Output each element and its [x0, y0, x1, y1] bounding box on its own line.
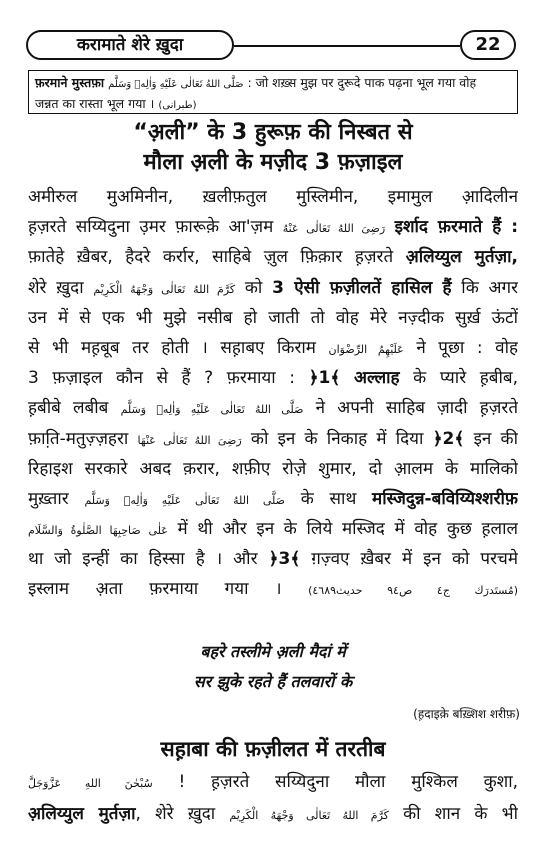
para-line — [28, 333, 518, 363]
header-rule — [234, 45, 460, 47]
poem-line-2: सर झुके रहते हैं तलवारों के — [193, 672, 353, 691]
text: ग़ज़्वए ख़ैबर में इन को परचमे — [311, 549, 518, 570]
farman-line-1 — [35, 73, 511, 94]
text: से भी मह़बूब तर होती । सह़ाबए किराम — [28, 337, 316, 358]
text: मुख़्तार — [28, 488, 69, 509]
para-line — [28, 212, 518, 242]
para-line — [28, 242, 518, 272]
bold-text: अ़लिय्युल मुर्तज़ा — [28, 804, 136, 824]
text: ! ह़ज़रते सय्यिदुना मौला मुश्किल कुशा, — [178, 772, 518, 792]
para-line — [28, 484, 518, 514]
text: ह़ज़रते सय्यिदुना उ़मर फ़ारूक़े आ'ज़म — [28, 217, 274, 238]
para-line — [28, 273, 518, 303]
text: इर्शाद फ़रमाते हैं : — [394, 217, 518, 238]
arabic-text: عَلَیْهِمُ الرِّضْوَان — [328, 342, 404, 356]
text: शेरे ख़ुदा — [28, 277, 84, 298]
bold-text: अ़लिय्युल मुर्तज़ा, — [405, 247, 518, 268]
para-line — [28, 303, 518, 333]
farman-text-2: जन्नत का रास्ता भूल गया । — [35, 96, 155, 111]
arabic-text: صَلَّى اللهُ تَعَالٰى عَلَيْهِ وَاٰلِهٖ وَسَلَّم — [120, 403, 304, 417]
para-line — [28, 574, 518, 604]
text: कि अगर — [461, 277, 518, 298]
bold-text: मस्जिदुन्न-बविय्यिश्शरीफ़ — [372, 488, 518, 509]
text: के प्यारे ह़बीब, — [413, 368, 518, 389]
text: अमीरुल मुअमिनीन, ख़लीफ़तुल मुस्लिमीन, इमामुल आ़दिलीन — [28, 187, 518, 207]
arabic-text: سُبْحٰنَ اللهِ عَزَّوَجَلَّ — [28, 777, 153, 790]
arabic-text: رَضِیَ اللهُ تَعَالٰی عَنْهُ — [282, 222, 386, 236]
para-line — [28, 514, 518, 544]
para-line — [28, 182, 518, 212]
text: की शान के भी — [403, 804, 518, 824]
para-line — [28, 544, 518, 574]
number-marker: ﴿3﴾ — [268, 549, 301, 570]
arabic-text: صَلَّى اللهُ تَعَالٰى عَلَيْهِ وَاٰلِهٖ وَسَلَّم — [84, 493, 286, 507]
farman-label: फ़रमाने मुस्तफ़ा — [35, 75, 105, 90]
text: , शेरे ख़ुदा — [135, 804, 216, 824]
para-line — [28, 766, 518, 798]
text: को — [244, 277, 263, 298]
main-paragraph — [28, 182, 518, 605]
para-line — [28, 798, 518, 830]
heading-1-line-1: “अ़ली” के 3 हुरूफ़ की निस्बत से — [133, 120, 413, 145]
arabic-text: كَرَّمَ اللهُ تَعَالٰى وَجْهَهُ الْكَرِيْم — [229, 809, 389, 822]
text: रिहाइश सरकारे अबद क़रार, शफ़ीए रोज़े शुमार, दो आ़लम के मालिको — [28, 458, 518, 479]
text: के साथ — [300, 488, 357, 509]
text: ने पूछा : वोह — [416, 337, 518, 358]
number-marker: ﴿2﴾ — [432, 428, 465, 449]
source-citation: (مُستَدرَك ج٤ ص٩٤ حديث٤٦٨٩) — [308, 584, 518, 598]
text: इस्लाम अ़ता फ़रमाया गया । — [28, 579, 282, 600]
farman-source: (طبرانی) — [158, 100, 197, 111]
para-line — [28, 363, 518, 393]
farman-line-2 — [35, 94, 511, 114]
bold-text: 3 ऐसी फ़ज़ीलतें हासिल हैं — [272, 277, 452, 298]
arabic-text: كَرَّمَ اللهُ تَعَالٰى وَجْهَهُ الْكَرِيْم — [93, 282, 236, 296]
book-title: करामाते शेरे ख़ुदा — [26, 30, 234, 60]
text: 3 फ़ज़ाइल कौन से हैं ? फ़रमाया : — [28, 368, 295, 389]
text: था जो इन्हीं का हिस्सा है । और — [28, 549, 258, 570]
arabic-text: رَضِیَ اللهُ تَعَالٰی عَنْهَا — [137, 433, 242, 447]
text: फ़ाति़-मतुज़्ज़हरा — [28, 428, 129, 449]
arabic-text: عَلٰی صَاحِبِهَا الصَّلٰوةُ وَالسَّلَام — [28, 524, 168, 538]
text: फ़ातेहे ख़ैबर, हैदरे कर्रार, साहिबे ज़ुल फ़िक़ार ह़ज़रते — [28, 247, 394, 268]
text: ने अपनी साहिब ज़ादी ह़ज़रते — [315, 398, 518, 419]
number-marker: ﴿1﴾ — [308, 368, 341, 389]
text: इन की — [473, 428, 518, 449]
poem-line-1: बहरे तस्लीमे अ़ली मैदां में — [200, 642, 346, 661]
para-line — [28, 393, 518, 423]
text: को इन के निकाह में दिया — [250, 428, 424, 449]
farman-text-1: : जो शख़्स मुझ पर दुरूदे पाक पढ़ना भूल गया वोह — [247, 75, 477, 90]
para-line — [28, 454, 518, 484]
text: ह़बीबे लबीब — [28, 398, 109, 419]
para-line — [28, 424, 518, 454]
text: उन में से एक भी मुझे नसीब हो जाती तो वोह मेरे नज़्दीक सुर्ख़ ऊंटों — [28, 307, 518, 328]
page-header — [26, 28, 516, 62]
bold-text: अल्लाह — [353, 368, 400, 389]
text: में थी और इन के लिये मस्जिद में वोह कुछ ह़लाल — [177, 519, 518, 540]
page-number: 22 — [460, 30, 516, 60]
farman-salutation: صَلَّى اللهُ تَعَالٰى عَلَيْهِ وَاٰلِهٖ وَسَلَّم — [108, 79, 244, 90]
heading-2: सह़ाबा की फ़ज़ीलत में तरतीब — [160, 737, 386, 761]
second-paragraph — [28, 766, 518, 830]
farman-box — [28, 70, 518, 114]
poem-attribution: (ह़दाइक़े बख़्शिश शरीफ़) — [413, 707, 520, 721]
heading-1-line-2: मौला अ़ली के मज़ीद 3 फ़ज़ाइल — [143, 150, 403, 175]
